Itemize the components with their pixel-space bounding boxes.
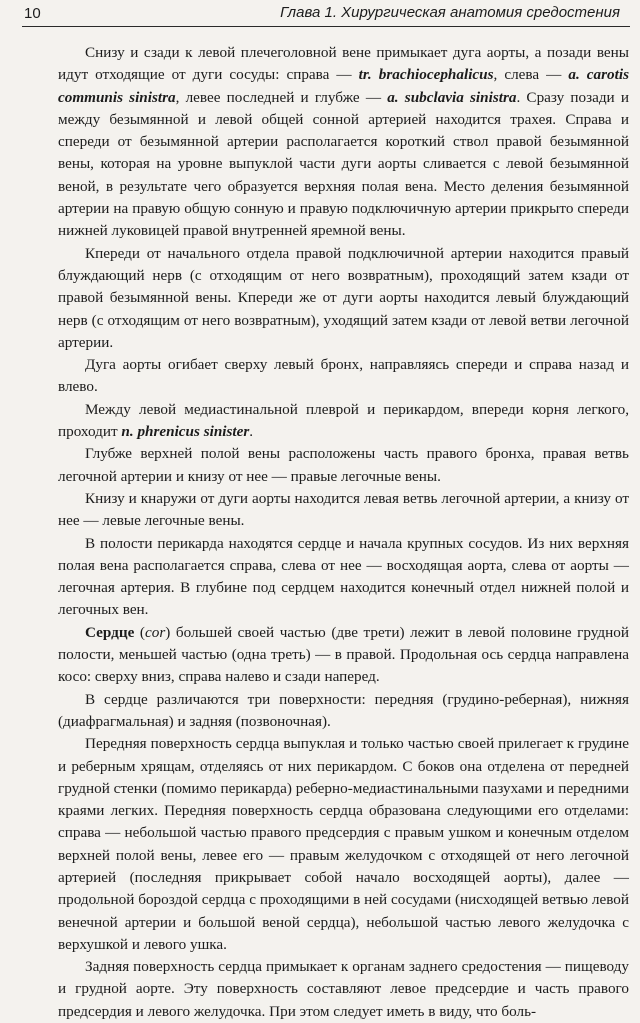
page-header: [22, 0, 630, 27]
paragraph: Задняя поверхность сердца примыкает к органам заднего средостения — пищеводу и грудной аорте. Эту поверхность составляют левое предсердие и часть правого предсердия и левого желудочка. При этом следует иметь в виду, что боль-: [58, 958, 629, 1020]
running-head: Глава 1. Хирургическая анатомия средостения: [280, 4, 620, 21]
section-term: Сердце: [85, 623, 135, 641]
paragraph: Глубже верхней полой вены расположены часть правого бронха, правая ветвь легочной артерии и книзу от нее — правые легочные вены.: [58, 445, 629, 485]
paragraph: В сердце различаются три поверхности: передняя (грудино-реберная), нижняя (диафрагмальная) и задняя (позвоночная).: [58, 690, 629, 730]
term: a. subclavia sinistra: [387, 88, 517, 106]
term: tr. brachiocephalicus: [358, 66, 494, 84]
term: a. carotis communis sinistra: [58, 66, 629, 106]
paragraph: Дуга аорты огибает сверху левый бронх, направляясь спереди и справа назад и влево.: [58, 356, 629, 396]
paragraph: В полости перикарда находятся сердце и начала крупных сосудов. Из них верхняя полая вена располагается справа, слева от нее — восходящая аорта, слева от аорты — легочная артерия. В глубине под сердцем находится конечный отдел нижней полой и легочных вен.: [58, 534, 629, 619]
paragraph: Снизу и сзади к левой плечеголовной вене примыкает дуга аорты, а позади вены идут отходящие от дуги сосуды: справа — tr. brachiocephalicus, слева — a. carotis communis sinistra, левее последней и глубже — a. subclavia sinistra. Сразу позади и между безымянной и левой общей сонной артерией находится трахея. Справа и спереди от безымянной артерии располагается короткий ствол правой безымянной вены, которая на уровне выпуклой части дуги аорты сливается с левой безымянной веной, в результате чего образуется верхняя полая вена. Место деления безымянной артерии на правую общую сонную и правую подключичную артерии прикрыто спереди нижней луковицей правой внутренней яремной вены.: [58, 44, 629, 240]
paragraph: Передняя поверхность сердца выпуклая и только частью своей прилегает к грудине и реберным хрящам, отделяясь от них перикардом. С боков она отделена от передней грудной стенки (помимо перикарда) реберно-медиастинальными пазухами и передними краями легких. Передняя поверхность сердца образована следующими его отделами: справа — небольшой частью правого предсердия с правым ушком и конечным отделом верхней полой вены, левее его — правым желудочком с отходящей от него легочной артерией (последняя прикрывает собой начало восходящей аорты), далее — продольной бороздой сердца с проходящими в ней сосудами (нисходящей ветвью левой венечной артерии и большой веной сердца), небольшой частью левого желудочка с верхушкой и левого ушка.: [58, 735, 629, 953]
term: n. phrenicus sinister: [121, 423, 250, 441]
paragraph: Сердце (cor) большей своей частью (две трети) лежит в левой половине грудной полости, меньшей частью (одна треть) — в правой. Продольная ось сердца направлена косо: сверху вниз, справа налево и сзади наперед.: [58, 623, 630, 686]
paragraph: Между левой медиастинальной плеврой и перикардом, впереди корня легкого, проходит n. phrenicus sinister.: [58, 400, 629, 441]
paragraph: Кпереди от начального отдела правой подключичной артерии находится правый блуждающий нерв (с отходящим от него возвратным), проходящий затем кзади от правой безымянной вены. Кпереди же от дуги аорты находится левый блуждающий нерв (с отходящим от него возвратным), уходящий затем кзади от левой ветви легочной артерии.: [58, 244, 629, 351]
page-number: 10: [24, 5, 41, 22]
term: cor: [144, 623, 166, 641]
paragraph: Книзу и кнаружи от дуги аорты находится левая ветвь легочной артерии, а книзу от нее — левые легочные вены.: [58, 489, 629, 530]
body-text: [58, 42, 629, 1023]
